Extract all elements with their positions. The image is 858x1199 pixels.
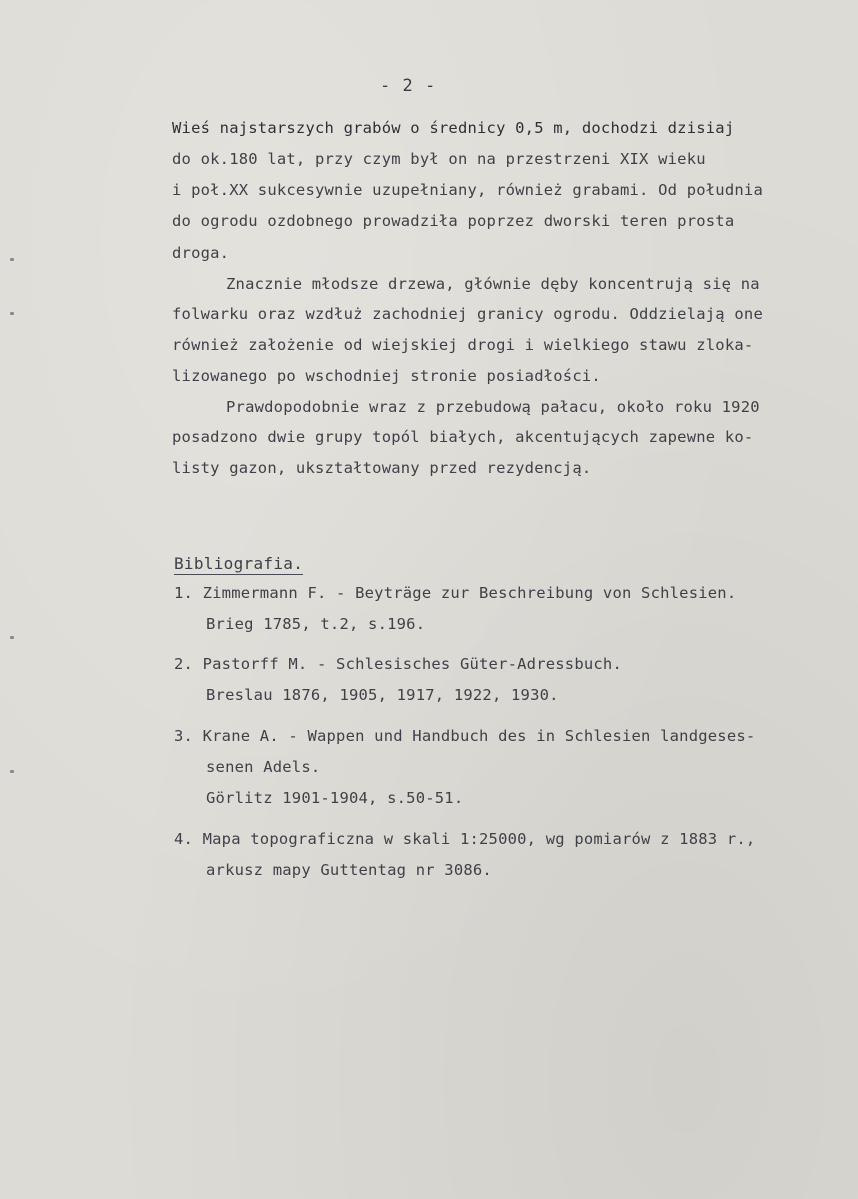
bibliography-item-4	[174, 830, 755, 848]
paragraph-line: droga.	[172, 244, 230, 262]
bibliography-line: Görlitz 1901-1904, s.50-51.	[206, 789, 464, 807]
margin-mark	[10, 770, 14, 773]
page-number: - 2 -	[380, 76, 437, 96]
bibliography-line: 3. Krane A. - Wappen und Handbuch des in Schlesien landgeses-	[174, 727, 756, 745]
bibliography-line: 4. Mapa topograficzna w skali 1:25000, wg pomiarów z 1883 r.,	[174, 830, 756, 848]
paragraph-line: Znacznie młodsze drzewa, głównie dęby koncentrują się na	[226, 275, 760, 293]
bibliography-line: 1. Zimmermann F. - Beyträge zur Beschreibung von Schlesien.	[174, 584, 737, 602]
bibliography-line: Breslau 1876, 1905, 1917, 1922, 1930.	[206, 686, 559, 704]
bibliography-line: 2. Pastorff M. - Schlesisches Güter-Adressbuch.	[174, 655, 622, 673]
paragraph-line: folwarku oraz wzdłuż zachodniej granicy ogrodu. Oddzielają one	[172, 305, 763, 323]
bibliography-heading: Bibliografia.	[174, 554, 304, 573]
margin-mark	[10, 312, 14, 315]
bibliography-item-1	[174, 584, 736, 602]
bibliography-item-3-cont	[206, 758, 320, 776]
bibliography-item-3	[174, 727, 755, 745]
paragraph-line: Prawdopodobnie wraz z przebudową pałacu, około roku 1920	[226, 398, 760, 416]
margin-mark	[10, 258, 14, 261]
paragraph-line: i poł.XX sukcesywnie uzupełniany, również grabami. Od południa	[172, 181, 763, 199]
bibliography-item-1-cont	[206, 615, 425, 633]
paragraph-line: lizowanego po wschodniej stronie posiadłości.	[172, 367, 601, 385]
bibliography-line: senen Adels.	[206, 758, 321, 776]
paragraph-line: do ogrodu ozdobnego prowadziła poprzez dworski teren prosta	[172, 212, 735, 230]
bibliography-line: Brieg 1785, t.2, s.196.	[206, 615, 426, 633]
margin-mark	[10, 636, 14, 639]
paragraph-line: listy gazon, ukształtowany przed rezydencją.	[172, 459, 592, 477]
paragraph-line: do ok.180 lat, przy czym był on na przestrzeni XIX wieku	[172, 150, 706, 168]
paragraph-line: Wieś najstarszych grabów o średnicy 0,5 m, dochodzi dzisiaj	[172, 119, 735, 137]
bibliography-item-2-cont	[206, 686, 559, 704]
paragraph-line: posadzono dwie grupy topól białych, akcentujących zapewne ko-	[172, 428, 754, 446]
bibliography-item-2	[174, 655, 622, 673]
bibliography-item-3-cont2	[206, 789, 463, 807]
paragraph-line: również założenie od wiejskiej drogi i wielkiego stawu zloka-	[172, 336, 754, 354]
bibliography-line: arkusz mapy Guttentag nr 3086.	[206, 861, 492, 879]
bibliography-item-4-cont	[206, 861, 492, 879]
